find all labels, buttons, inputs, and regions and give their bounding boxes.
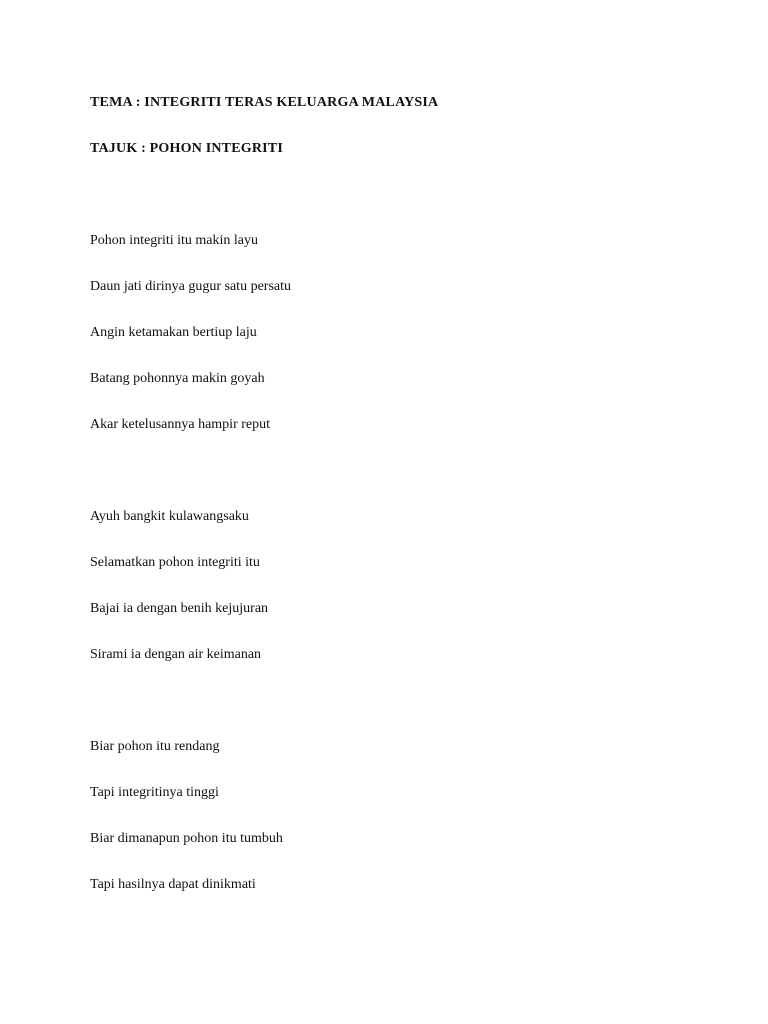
poem-line: Pohon integriti itu makin layu — [90, 233, 258, 248]
poem-line: Ayuh bangkit kulawangsaku — [90, 509, 249, 524]
title-heading: TAJUK : POHON INTEGRITI — [90, 141, 283, 156]
poem-line: Daun jati dirinya gugur satu persatu — [90, 279, 292, 294]
poem-line: Biar pohon itu rendang — [90, 739, 220, 754]
poem-line: Angin ketamakan bertiup laju — [90, 325, 257, 340]
theme-heading: TEMA : INTEGRITI TERAS KELUARGA MALAYSIA — [90, 95, 439, 110]
poem-line: Selamatkan pohon integriti itu — [90, 555, 260, 570]
poem-line: Bajai ia dengan benih kejujuran — [90, 601, 269, 616]
poem-line: Sirami ia dengan air keimanan — [90, 647, 262, 662]
poem-line: Biar dimanapun pohon itu tumbuh — [90, 831, 283, 846]
poem-line: Tapi integritinya tinggi — [90, 785, 219, 800]
poem-line: Tapi hasilnya dapat dinikmati — [90, 877, 256, 892]
poem-line: Batang pohonnya makin goyah — [90, 371, 265, 386]
poem-line: Akar ketelusannya hampir reput — [90, 417, 270, 432]
